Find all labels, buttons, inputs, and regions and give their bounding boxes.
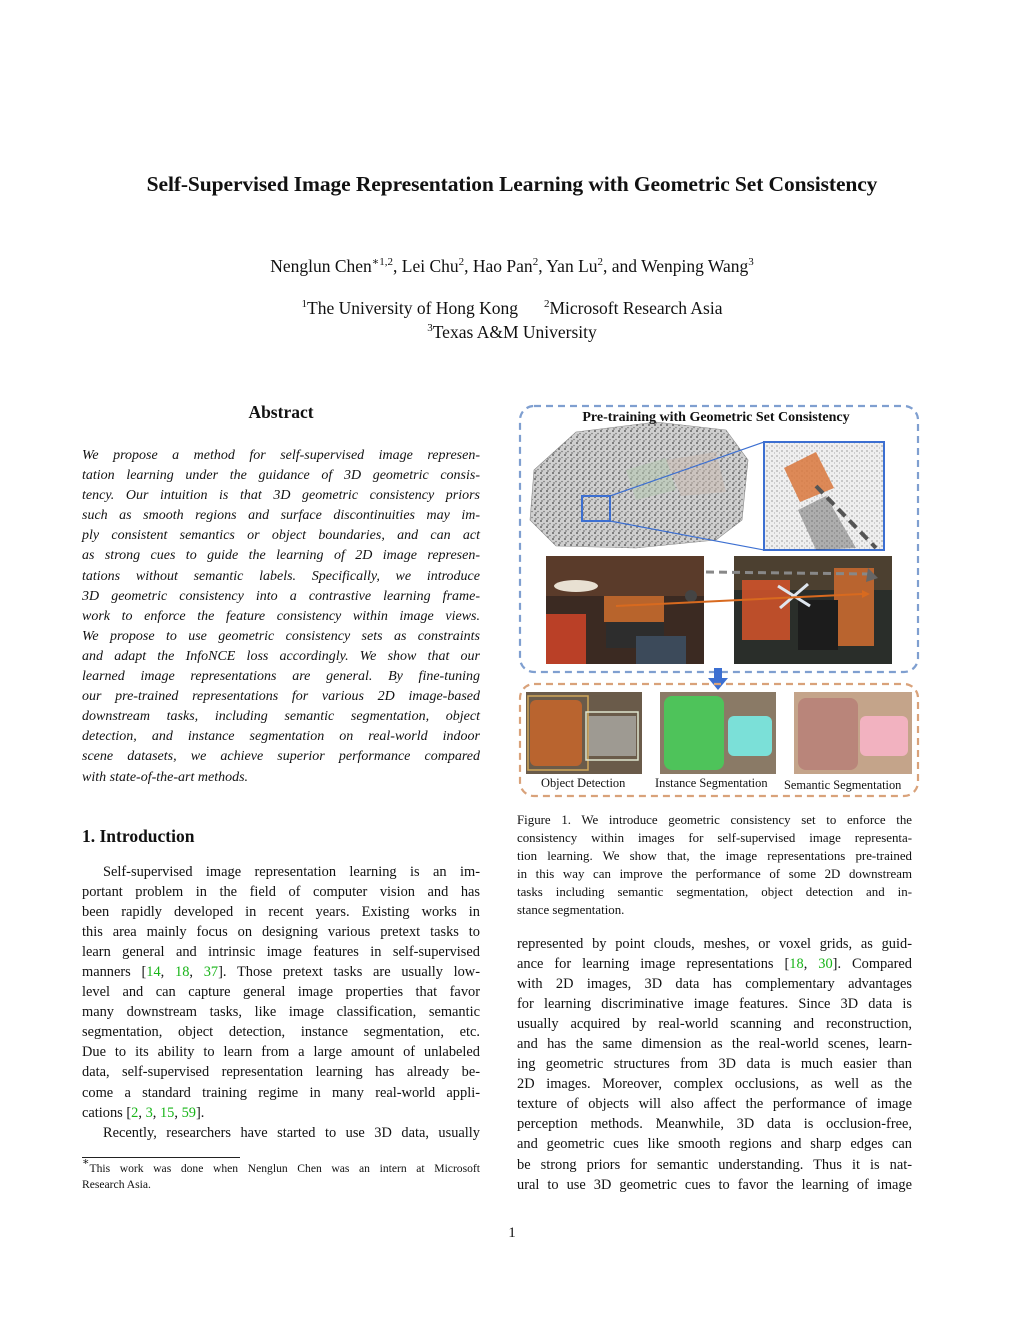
intro-line: segmentation, object detection, instance segmentation, etc. bbox=[82, 1024, 480, 1041]
figure-1 bbox=[516, 400, 926, 800]
intro-line: learn general and intrinsic image features in self-supervised bbox=[82, 944, 480, 961]
footnote-line: This work was done when Nenglun Chen was an intern at Microsoft bbox=[89, 1162, 480, 1175]
footnote-marker: ∗ bbox=[82, 1156, 90, 1168]
intro-line: been rapidly developed in recent years. Existing works in bbox=[82, 904, 480, 921]
body-line: ance for learning image representations [18, 30]. Compared bbox=[517, 956, 912, 973]
body-line: with 2D images, 3D data has complementary advantages bbox=[517, 976, 912, 993]
label-semantic-segmentation: Semantic Segmentation bbox=[784, 778, 902, 792]
intro-line: come a standard training regime in many real-world appli- bbox=[82, 1084, 480, 1101]
image-view-left bbox=[546, 556, 704, 664]
citation-link[interactable]: 18 bbox=[789, 956, 804, 973]
intro-line: Self-supervised image representation learning is an im- bbox=[103, 864, 480, 880]
abstract-line: 3D geometric consistency into a contrastive learning frame- bbox=[82, 588, 480, 604]
author-list bbox=[0, 256, 1024, 277]
footnote-line: Research Asia. bbox=[82, 1178, 151, 1191]
intro-line: cations [2, 3, 15, 59]. bbox=[82, 1104, 205, 1121]
affiliation-marker: 2 bbox=[543, 298, 550, 310]
author-name: , and Wenping Wang bbox=[603, 256, 749, 276]
body-line: perception methods. Meanwhile, 3D data is occlusion-free, bbox=[517, 1116, 912, 1133]
caption-line: consistency within images for self-supervised image representa- bbox=[517, 831, 912, 846]
figure-caption bbox=[517, 811, 912, 920]
abstract-line: such as smooth regions and surface discontinuities may im- bbox=[82, 508, 480, 524]
affiliations bbox=[0, 296, 1024, 344]
abstract-line: downstream tasks, including semantic segmentation, object bbox=[82, 709, 480, 725]
abstract-line: scene datasets, we achieve superior performance compared bbox=[82, 749, 480, 765]
affiliation-hku: The University of Hong Kong bbox=[307, 298, 518, 318]
body-line: ing geometric structures from 3D data is much easier than bbox=[517, 1056, 912, 1073]
abstract-body bbox=[82, 446, 480, 788]
abstract-line: work to enforce the feature consistency within image views. bbox=[82, 608, 480, 624]
body-line: 2D images. Moreover, complex occlusions, as well as the bbox=[517, 1076, 912, 1093]
right-column-body bbox=[517, 934, 912, 1195]
author-affiliation-marker: ∗1,2 bbox=[371, 256, 394, 268]
intro-line: manners [14, 18, 37]. Those pretext tasks are usually low- bbox=[82, 964, 480, 981]
citation-link[interactable]: 2 bbox=[131, 1104, 139, 1121]
section-heading-introduction: 1. Introduction bbox=[82, 826, 195, 846]
abstract-line: We propose a method for self-supervised image represen- bbox=[82, 448, 480, 463]
caption-line: tion learning. We show that, the image representations pre-trained bbox=[517, 849, 912, 864]
citation-link[interactable]: 30 bbox=[818, 956, 833, 973]
abstract-line: tations without semantic labels. Specifically, we introduce bbox=[82, 568, 480, 584]
abstract-line: We propose to use geometric consistency sets as constraints bbox=[82, 628, 480, 644]
footnote-rule bbox=[82, 1157, 240, 1158]
citation-link[interactable]: 14 bbox=[146, 964, 161, 981]
author-name: , Yan Lu bbox=[538, 256, 598, 276]
abstract-line: tation learning under the guidance of 3D geometric consis- bbox=[82, 468, 480, 484]
caption-line: Figure 1. We introduce geometric consistency set to enforce the bbox=[517, 813, 912, 827]
affiliation-tamu: Texas A&M University bbox=[432, 322, 597, 342]
body-line: ural to use 3D geometric cues to favor the learning of image bbox=[517, 1176, 912, 1193]
abstract-line: detection, and instance segmentation on real-world indoor bbox=[82, 729, 480, 745]
author-affiliation-marker: 3 bbox=[748, 256, 754, 268]
body-line: for learning discriminative image features. Since 3D data is bbox=[517, 996, 912, 1013]
author-affiliation-marker: 2 bbox=[597, 256, 604, 268]
intro-line: Recently, researchers have started to use 3D data, usually bbox=[103, 1124, 480, 1141]
page-number: 1 bbox=[508, 1225, 516, 1241]
intro-line: portant problem in the field of computer vision and has bbox=[82, 884, 480, 901]
author-affiliation-marker: 2 bbox=[458, 256, 465, 268]
abstract-line: learned image representations are general. By fine-tuning bbox=[82, 669, 480, 685]
abstract-line: as strong cues to guide the learning of 2D image represen- bbox=[82, 548, 480, 564]
intro-line: many downstream tasks, like image classification, semantic bbox=[82, 1004, 480, 1021]
author-affiliation-marker: 2 bbox=[532, 256, 539, 268]
caption-line: tasks including semantic segmentation, object detection and in- bbox=[517, 885, 912, 900]
object-detection-image bbox=[526, 692, 642, 774]
instance-segmentation-image bbox=[660, 692, 776, 774]
body-line: be strong priors for semantic understanding. Thus it is nat- bbox=[517, 1156, 912, 1173]
affiliation-marker: 3 bbox=[427, 322, 433, 334]
author-name: , Hao Pan bbox=[464, 256, 533, 276]
body-line: represented by point clouds, meshes, or voxel grids, as guid- bbox=[517, 936, 912, 952]
abstract-heading: Abstract bbox=[248, 402, 314, 422]
abstract-line: tency. Our intuition is that 3D geometric consistency priors bbox=[82, 488, 480, 504]
affiliation-marker: 1 bbox=[301, 298, 308, 310]
intro-line: Due to its ability to learn from a large amount of unlabeled bbox=[82, 1044, 480, 1061]
footnote bbox=[82, 1156, 480, 1193]
citation-link[interactable]: 59 bbox=[181, 1104, 196, 1121]
body-line: and has the same dimension as the real-world scenes, learn- bbox=[517, 1036, 912, 1053]
citation-link[interactable]: 18 bbox=[175, 964, 190, 981]
abstract-line: our pre-trained representations for various 2D image-based bbox=[82, 689, 480, 705]
body-line: usually acquired by real-world scanning and reconstruction, bbox=[517, 1016, 912, 1033]
label-object-detection: Object Detection bbox=[541, 776, 626, 790]
abstract-line: and adapt the InfoNCE loss accordingly. We show that our bbox=[82, 648, 480, 664]
citation-link[interactable]: 3 bbox=[145, 1104, 153, 1121]
affiliation-msra: Microsoft Research Asia bbox=[549, 298, 723, 318]
point-cloud-zoom-panel bbox=[764, 442, 884, 550]
author-name: Nenglun Chen bbox=[270, 256, 372, 276]
abstract-line: ply consistent semantics or object boundaries, and can act bbox=[82, 528, 480, 544]
figure-title: Pre-training with Geometric Set Consistency bbox=[582, 410, 850, 425]
author-name: , Lei Chu bbox=[393, 256, 459, 276]
citation-link[interactable]: 37 bbox=[203, 964, 219, 981]
body-line: and geometric cues like smooth regions and sharp edges can bbox=[517, 1136, 912, 1153]
semantic-segmentation-image bbox=[794, 692, 912, 774]
intro-line: this area mainly focus on designing various pretext tasks to bbox=[82, 924, 480, 941]
body-line: texture of objects will also affect the performance of image bbox=[517, 1096, 912, 1113]
introduction-body bbox=[82, 862, 480, 1143]
abstract-line: with state-of-the-art methods. bbox=[82, 769, 249, 785]
intro-line: level and can capture general image properties that favor bbox=[82, 984, 480, 1001]
label-instance-segmentation: Instance Segmentation bbox=[655, 776, 768, 790]
point-cloud-scene bbox=[530, 422, 764, 550]
citation-link[interactable]: 15 bbox=[159, 1104, 175, 1121]
caption-line: in this way can improve the performance of some 2D downstream bbox=[517, 867, 912, 882]
caption-line: stance segmentation. bbox=[517, 903, 625, 918]
intro-line: data, self-supervised representation learning has already be- bbox=[82, 1064, 480, 1081]
paper-title: Self-Supervised Image Representation Learning with Geometric Set Consistency bbox=[146, 172, 878, 196]
